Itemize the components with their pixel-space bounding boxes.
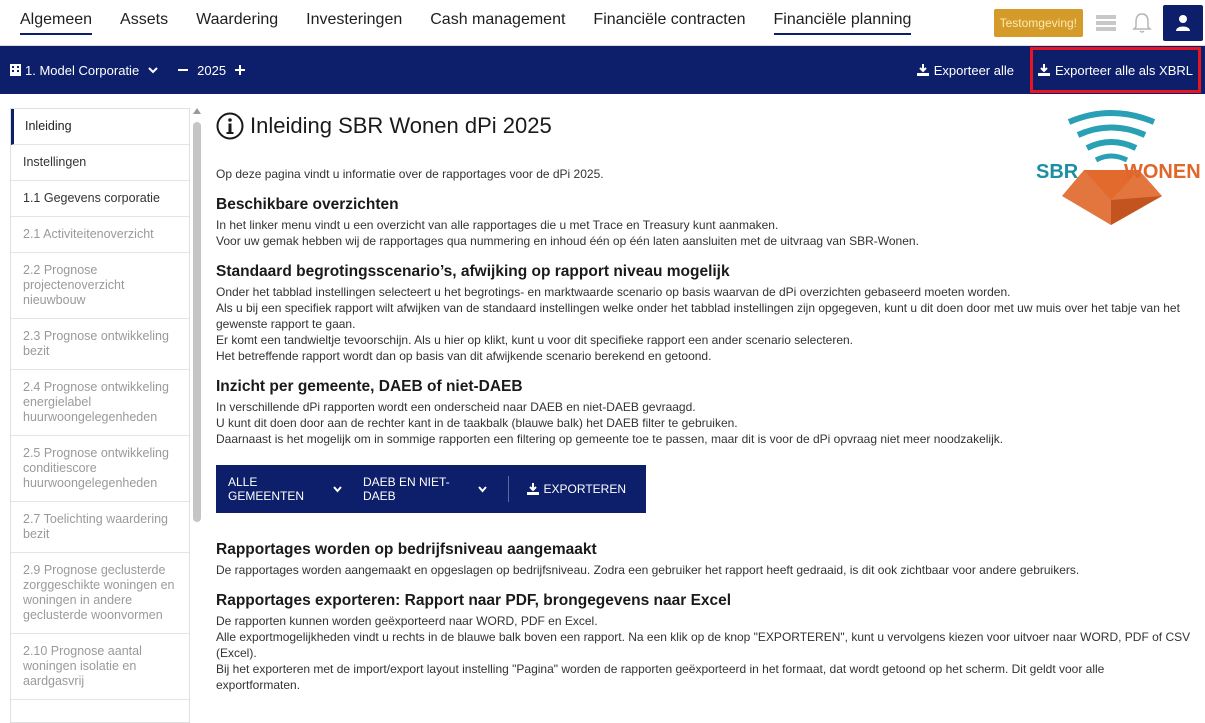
download-icon (1038, 64, 1050, 76)
main-menu (20, 0, 939, 46)
sidebar-item-instellingen[interactable]: Instellingen (11, 145, 189, 181)
export-all-button[interactable] (909, 47, 1022, 93)
model-selector-label: 1. Model Corporatie (25, 62, 140, 78)
sidebar-item-2-2[interactable]: 2.2 Prognose projectenoverzicht nieuwbouw (11, 253, 189, 319)
export-all-xbrl-label: Exporteer alle als XBRL (1054, 62, 1193, 78)
menu-financiele-planning[interactable]: Financiële planning (774, 11, 912, 35)
chevron-down-icon (147, 65, 159, 75)
scrollbar-thumb[interactable] (193, 122, 201, 522)
top-navigation (0, 0, 1205, 46)
menu-assets[interactable]: Assets (120, 11, 169, 28)
plus-icon[interactable] (234, 64, 246, 76)
main-content (216, 106, 1201, 723)
section-line: Onder het tabblad instellingen selecteert u het begrotings- en marktwaarde scenario op basis waarvan de dPi overzichten gebaseerd moeten worden. (216, 285, 1011, 299)
logo-text-sbr: SBR (1036, 161, 1079, 183)
info-icon (216, 112, 244, 140)
daeb-filter-label: DAEB EN NIET-DAEB (362, 475, 450, 503)
section-line: Voor uw gemak hebben wij de rapportages qua nummering en inhoud één op één laten aansluiten met de uitvraag van SBR-Wonen. (216, 234, 919, 248)
section-line: U kunt dit doen door aan de rechter kant in de taakbalk (blauwe balk) het DAEB filter te gebruiken. (216, 416, 738, 430)
test-environment-badge: Testomgeving! (994, 9, 1083, 37)
sidebar-item-inleiding[interactable]: Inleiding (11, 109, 189, 145)
municipality-filter[interactable] (228, 475, 343, 503)
year-label: 2025 (197, 62, 227, 78)
section-line: Het betreffende rapport wordt dan op basis van dit afwijkende scenario berekend en getoond. (216, 349, 712, 363)
sbr-wonen-logo (1034, 108, 1201, 225)
section-line: In het linker menu vindt u een overzicht van alle rapportages die u met Trace en Treasury kunt aanmaken. (216, 218, 779, 232)
daeb-filter[interactable] (363, 475, 488, 503)
server-icon[interactable] (1091, 8, 1121, 38)
municipality-filter-label: ALLE GEMEENTEN (228, 475, 305, 503)
sidebar-item-2-3[interactable]: 2.3 Prognose ontwikkeling bezit (11, 319, 189, 370)
example-filter-bar (216, 465, 646, 513)
section-line: Alle exportmogelijkheden vindt u rechts in de blauwe balk boven een rapport. Na een klik op de knop "EXPORTEREN", kunt u vervolgens kiezen voor uitvoer naar WORD, PDF of CSV (Excel). (216, 630, 1191, 660)
toolbar-left (10, 46, 246, 94)
logo-text-wonen: WONEN (1124, 161, 1201, 183)
scroll-up-icon[interactable] (193, 108, 201, 114)
download-icon (527, 483, 539, 495)
section-heading: Inzicht per gemeente, DAEB of niet-DAEB (216, 378, 523, 395)
sidebar-scrollbar[interactable] (193, 108, 201, 723)
section-line: De rapportages worden aangemaakt en opgeslagen op bedrijfsniveau. Zodra een gebruiker het rapport heeft gedraaid, is dit ook zichtbaar voor andere gebruikers. (216, 563, 1080, 577)
section-line: De rapporten kunnen worden geëxporteerd naar WORD, PDF en Excel. (216, 614, 598, 628)
sidebar-item-1-1[interactable]: 1.1 Gegevens corporatie (11, 181, 189, 217)
section-heading: Beschikbare overzichten (216, 196, 399, 213)
section-heading: Rapportages exporteren: Rapport naar PDF, brongegevens naar Excel (216, 592, 732, 609)
menu-financiele-contracten[interactable]: Financiële contracten (593, 11, 746, 28)
user-account-button[interactable] (1163, 5, 1203, 41)
sidebar-item-2-7[interactable]: 2.7 Toelichting waardering bezit (11, 502, 189, 553)
menu-cash-management[interactable]: Cash management (430, 11, 566, 28)
section-line: Als u bij een specifiek rapport wilt afwijken van de standaard instellingen welke onder het tabblad instellingen zijn opgegeven, kunt u dit doen door met uw muis over het tabje van het gewenste rapport te gaan. (216, 301, 1180, 331)
section-line: Er komt een tandwieltje tevoorschijn. Als u hier op klikt, kunt u voor dit specifieke rapport een ander scenario selecteren. (216, 333, 854, 347)
chevron-down-icon (477, 485, 488, 494)
section-heading: Rapportages worden op bedrijfsniveau aangemaakt (216, 541, 597, 558)
page-title: Inleiding SBR Wonen dPi 2025 (250, 113, 552, 138)
menu-waardering[interactable]: Waardering (196, 11, 279, 28)
sidebar-item-2-5[interactable]: 2.5 Prognose ontwikkeling conditiescore huurwoongelegenheden (11, 436, 189, 502)
sidebar-item-2-10[interactable]: 2.10 Prognose aantal woningen isolatie en aardgasvrij (11, 634, 189, 700)
sidebar-item-2-4[interactable]: 2.4 Prognose ontwikkeling energielabel huurwoongelegenheden (11, 370, 189, 436)
export-button[interactable] (527, 482, 626, 496)
sidebar-item-2-1[interactable]: 2.1 Activiteitenoverzicht (11, 217, 189, 253)
section-heading: Standaard begrotingsscenario’s, afwijking op rapport niveau mogelijk (216, 263, 730, 280)
report-toolbar (0, 46, 1205, 94)
top-right-controls (994, 0, 1205, 46)
toolbar-right (909, 46, 1201, 94)
year-selector (177, 63, 246, 78)
download-icon (917, 64, 929, 76)
building-icon (10, 64, 21, 76)
export-all-xbrl-button[interactable] (1030, 47, 1201, 93)
export-all-label: Exporteer alle (933, 62, 1014, 78)
bell-icon[interactable] (1127, 8, 1157, 38)
section-line: Daarnaast is het mogelijk om in sommige rapporten een filtering op gemeente toe te passen, maar dit is voor de dPi opvraag niet meer noodzakelijk. (216, 432, 1004, 446)
report-sidebar (10, 108, 190, 723)
menu-algemeen[interactable]: Algemeen (20, 11, 92, 35)
intro-text: Op deze pagina vindt u informatie over de rapportages voor de dPi 2025. (216, 167, 604, 181)
model-selector[interactable] (10, 63, 159, 78)
export-button-label: EXPORTEREN (543, 482, 627, 496)
sidebar-item-2-9[interactable]: 2.9 Prognose geclusterde zorggeschikte woningen en woningen in andere geclusterde woonvormen (11, 553, 189, 634)
section-line: Bij het exporteren met de import/export layout instelling "Pagina" worden de rapporten geëxporteerd in het formaat, dat wordt getoond op het scherm. Dit geldt voor alle exportformaten. (216, 662, 1105, 692)
toolbar-divider (508, 476, 509, 502)
minus-icon[interactable] (177, 64, 189, 76)
user-icon (1175, 14, 1191, 32)
section-line: In verschillende dPi rapporten wordt een onderscheid naar DAEB en niet-DAEB gevraagd. (216, 400, 696, 414)
menu-investeringen[interactable]: Investeringen (306, 11, 403, 28)
chevron-down-icon (332, 485, 343, 494)
